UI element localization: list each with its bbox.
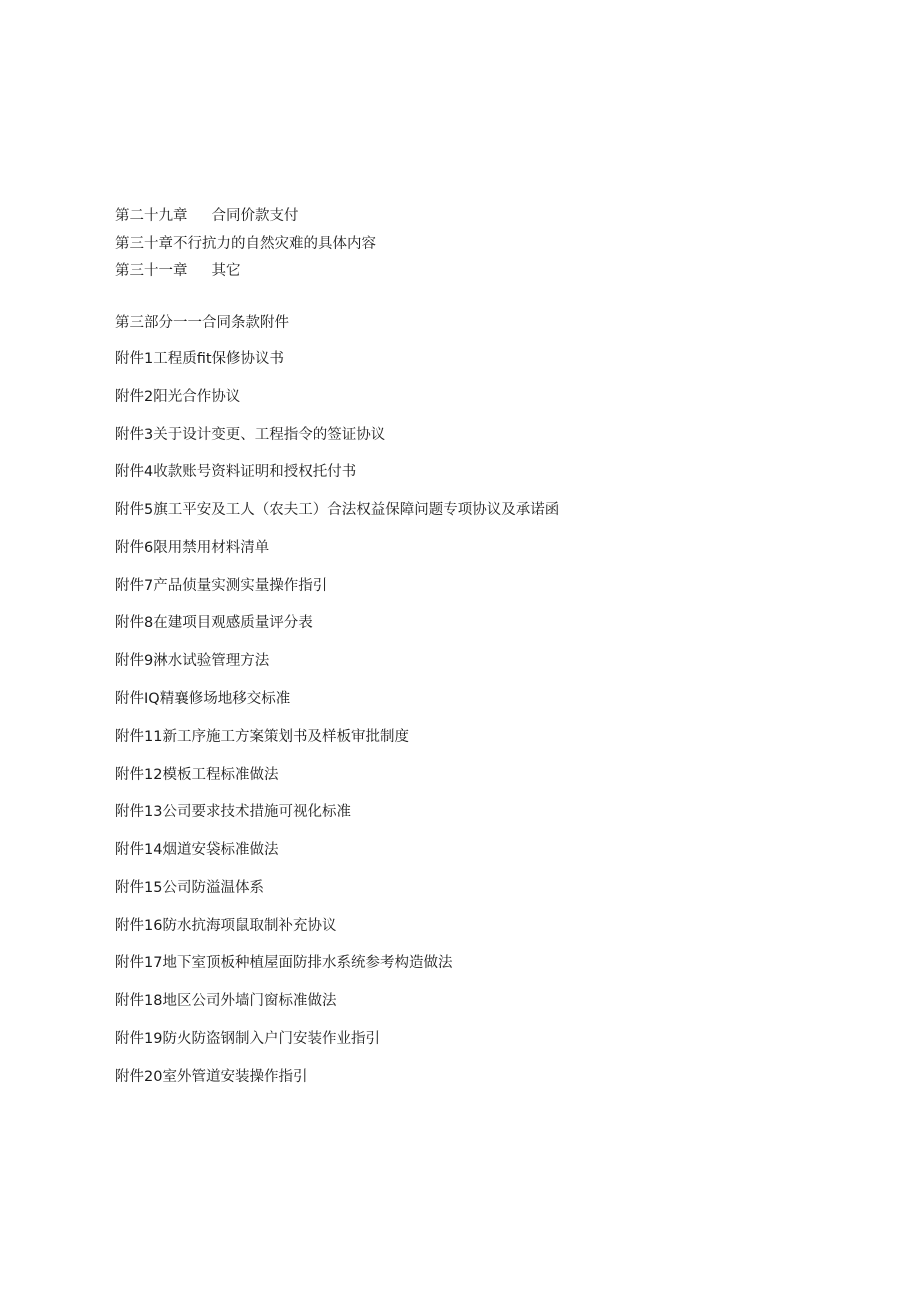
- attachment-item: 附件11新工序施工方案策划书及样板审批制度: [115, 729, 409, 745]
- attachment-item: 附件12模板工程标准做法: [115, 767, 279, 783]
- attachment-item: 附件19防火防盗钢制入户门安装作业指引: [115, 1031, 380, 1047]
- chapter-29-title: 合同价款支付: [211, 208, 299, 224]
- attachment-item: 附件18地区公司外墙门窗标准做法: [115, 993, 337, 1009]
- chapter-31-line: [115, 262, 241, 280]
- part-heading: 第三部分一一合同条款附件: [115, 315, 289, 331]
- attachment-item: 附件9淋水试验管理方法: [115, 653, 270, 669]
- attachment-item: 附件2阳光合作协议: [115, 389, 241, 405]
- attachment-item: 附件1工程质fit保修协议书: [115, 351, 285, 367]
- attachment-item: 附件14烟道安袋标准做法: [115, 842, 279, 858]
- chapter-29-label: 第二十九章: [115, 208, 188, 224]
- attachment-item: 附件16防水抗海项鼠取制补充协议: [115, 918, 337, 934]
- attachment-item: 附件IQ精襄修场地移交标准: [115, 691, 291, 707]
- attachment-item: 附件6限用禁用材料清单: [115, 540, 270, 556]
- chapter-29-line: [115, 207, 299, 225]
- chapter-31-title: 其它: [211, 263, 241, 279]
- chapter-30-line: 第三十章不行抗力的自然灾难的具体内容: [115, 236, 376, 252]
- attachment-item: 附件3关于设计变更、工程指令的签证协议: [115, 427, 386, 443]
- attachment-item: 附件13公司要求技术措施可视化标准: [115, 804, 351, 820]
- attachment-item: 附件5旗工平安及工人（农夫工）合法权益保障问题专项协议及承诺函: [115, 502, 560, 518]
- attachment-item: 附件17地下室顶板种植屋面防排水系统参考构造做法: [115, 955, 453, 971]
- attachment-item: 附件4收款账号资料证明和授权托付书: [115, 464, 357, 480]
- attachment-item: 附件15公司防溢温体系: [115, 880, 264, 896]
- attachment-item: 附件7产品侦量实测实量操作指引: [115, 578, 328, 594]
- attachment-item: 附件20室外管道安装操作指引: [115, 1069, 308, 1085]
- attachment-item: 附件8在建项目观感质量评分表: [115, 615, 313, 631]
- chapter-31-label: 第三十一章: [115, 263, 188, 279]
